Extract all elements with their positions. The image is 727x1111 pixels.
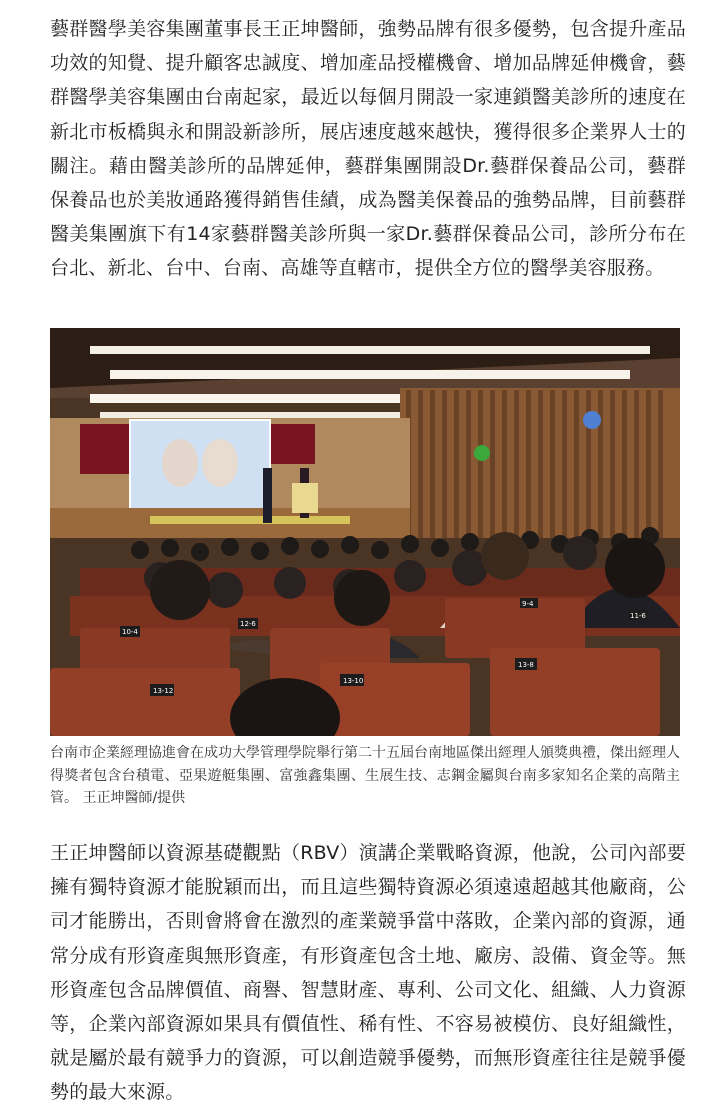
seat-label-10-4: 10-4 (122, 628, 138, 636)
seat-label-13-8: 13-8 (518, 661, 534, 669)
article-paragraph-1: 藝群醫學美容集團董事長王正坤醫師，強勢品牌有很多優勢，包含提升產品功效的知覺、提升顧客忠誠度、增加產品授權機會、增加品牌延伸機會，藝群醫學美容集團由台南起家，最近以每個月開設一家連鎖醫美診所的速度在新北市板橋與永和開設新診所，展店速度越來越快，獲得很多企業界人士的關注。藉由醫美診所的品牌延伸，藝群集團開設Dr.藝群保養品公司，藝群保養品也於美妝通路獲得銷售佳績，成為醫美保養品的強勢品牌，目前藝群醫美集團旗下有14家藝群醫美診所與一家Dr.藝群保養品公司，診所分布在台北、新北、台中、台南、高雄等直轄市，提供全方位的醫學美容服務。 (50, 18, 686, 280)
photo-caption: 台南市企業經理協進會在成功大學管理學院舉行第二十五屆台南地區傑出經理人頒獎典禮，傑出經理人得獎者包含台積電、亞果遊艇集團、富強鑫集團、生展生技、志鋼金屬與台南多家知名企業的高階主管。 王正坤醫師/提供 (50, 745, 680, 806)
seat-label-11-6: 11-6 (630, 612, 646, 620)
seat-label-13-10: 13-10 (343, 677, 364, 685)
seat-label-13-12: 13-12 (153, 687, 174, 695)
event-photo (50, 328, 680, 736)
seat-label-9-4: 9-4 (522, 600, 534, 608)
seat-label-12-6: 12-6 (240, 620, 256, 628)
article-paragraph-2: 王正坤醫師以資源基礎觀點（RBV）演講企業戰略資源，他說，公司內部要擁有獨特資源才能脫穎而出，而且這些獨特資源必須遠遠超越其他廠商，公司才能勝出，否則會將會在激烈的產業競爭當中落敗，企業內部的資源，通常分成有形資產與無形資產，有形資產包含土地、廠房、設備、資金等。無形資產包含品牌價值、商譽、智慧財產、專利、公司文化、組織、人力資源等，企業內部資源如果具有價值性、稀有性、不容易被模仿、良好組織性，就是屬於最有競爭力的資源，可以創造競爭優勢，而無形資產往往是競爭優勢的最大來源。 (50, 842, 686, 1104)
